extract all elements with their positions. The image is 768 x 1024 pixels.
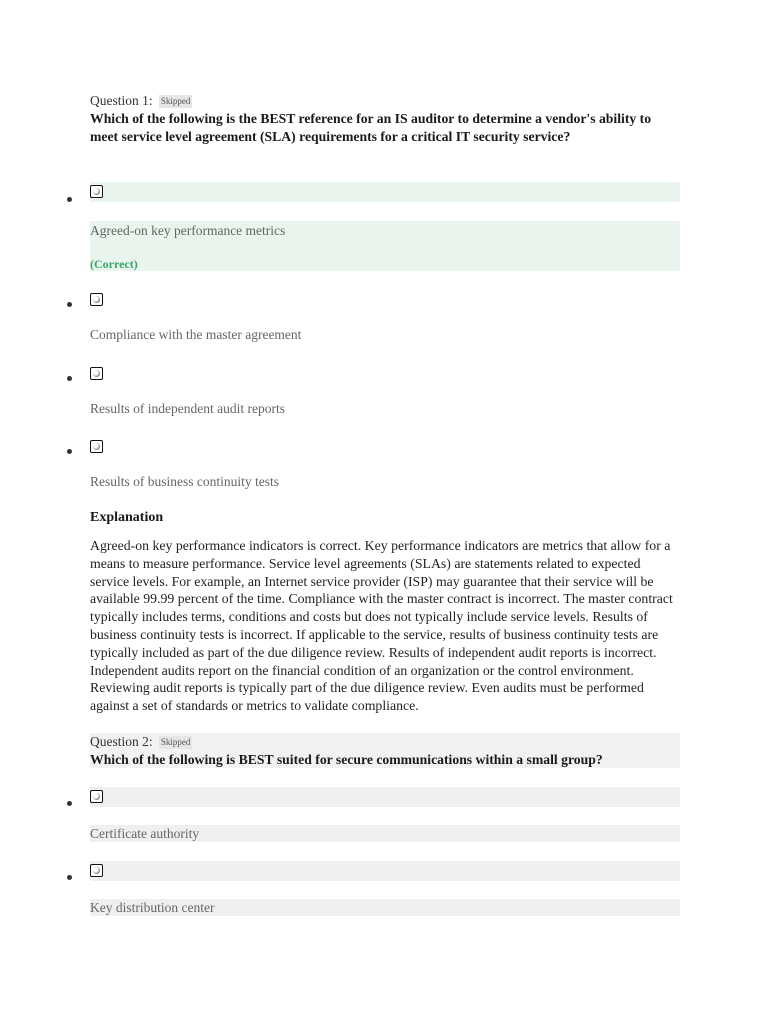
q2-option-2-answer [90,899,680,916]
bullet-dot-icon [67,376,72,381]
option-1-radio-row[interactable] [90,182,680,202]
q2-option-1-radio-row[interactable] [90,787,680,807]
option-4-answer [90,473,680,491]
radio-button-icon[interactable] [90,293,103,306]
question-1-number [90,93,680,109]
option-4-text: Results of business continuity tests [90,474,279,489]
bullet-dot-icon [67,449,72,454]
correct-tag: (Correct) [90,257,138,271]
explanation-body: Agreed-on key performance indicators is correct. Key performance indicators are metrics that allow for a means to measure performance. Service level agreements (SLAs) are statements related to expected service levels. For example, an Internet service provider (ISP) may guarantee that their service will be available 99.99 percent of the time. Compliance with the master contract is incorrect. The master contract typically includes terms, conditions and costs but does not typically include service levels. Results of business continuity tests is incorrect. If applicable to the service, results of business continuity tests are typically included as part of the due diligence review. Results of independent audit reports is incorrect. Independent audits report on the financial condition of an organization or the control environment. Reviewing audit reports is typically part of the due diligence review. Even audits must be performed against a set of standards or metrics to validate compliance. [90,538,673,714]
q2-option-2-text: Key distribution center [90,900,215,915]
bullet-dot-icon [67,801,72,806]
q2-option-2-radio-row[interactable] [90,861,680,881]
question-2-text: Which of the following is BEST suited for secure communications within a small group? [90,752,603,767]
explanation-title: Explanation [90,510,164,525]
question-2-header [90,734,680,769]
option-2-radio-row[interactable] [90,290,680,310]
question-1-text: Which of the following is the BEST reference for an IS auditor to determine a vendor's ability to meet service level agreement (SLA) requirements for a critical IT security service? [90,111,652,144]
option-3-answer [90,400,680,418]
radio-button-icon[interactable] [90,185,103,198]
question-2-number [90,734,680,750]
radio-button-icon[interactable] [90,367,103,380]
question-2-status-badge: Skipped [160,737,191,747]
bullet-dot-icon [67,197,72,202]
q2-option-1-answer [90,825,680,842]
radio-button-icon[interactable] [90,790,103,803]
option-3-text: Results of independent audit reports [90,401,285,416]
question-2-label: Question 2: [90,734,153,749]
bullet-dot-icon [67,302,72,307]
q2-option-1-text: Certificate authority [90,826,200,841]
option-2-answer [90,326,680,344]
option-4-radio-row[interactable] [90,437,680,457]
question-1-label: Question 1: [90,93,153,108]
question-1-header [90,93,680,146]
radio-button-icon[interactable] [90,864,103,877]
option-2-text: Compliance with the master agreement [90,327,302,342]
option-1-text: Agreed-on key performance metrics [90,223,286,238]
option-1-answer [90,221,680,271]
option-3-radio-row[interactable] [90,364,680,384]
bullet-dot-icon [67,875,72,880]
radio-button-icon[interactable] [90,440,103,453]
question-1-status-badge: Skipped [160,96,191,106]
